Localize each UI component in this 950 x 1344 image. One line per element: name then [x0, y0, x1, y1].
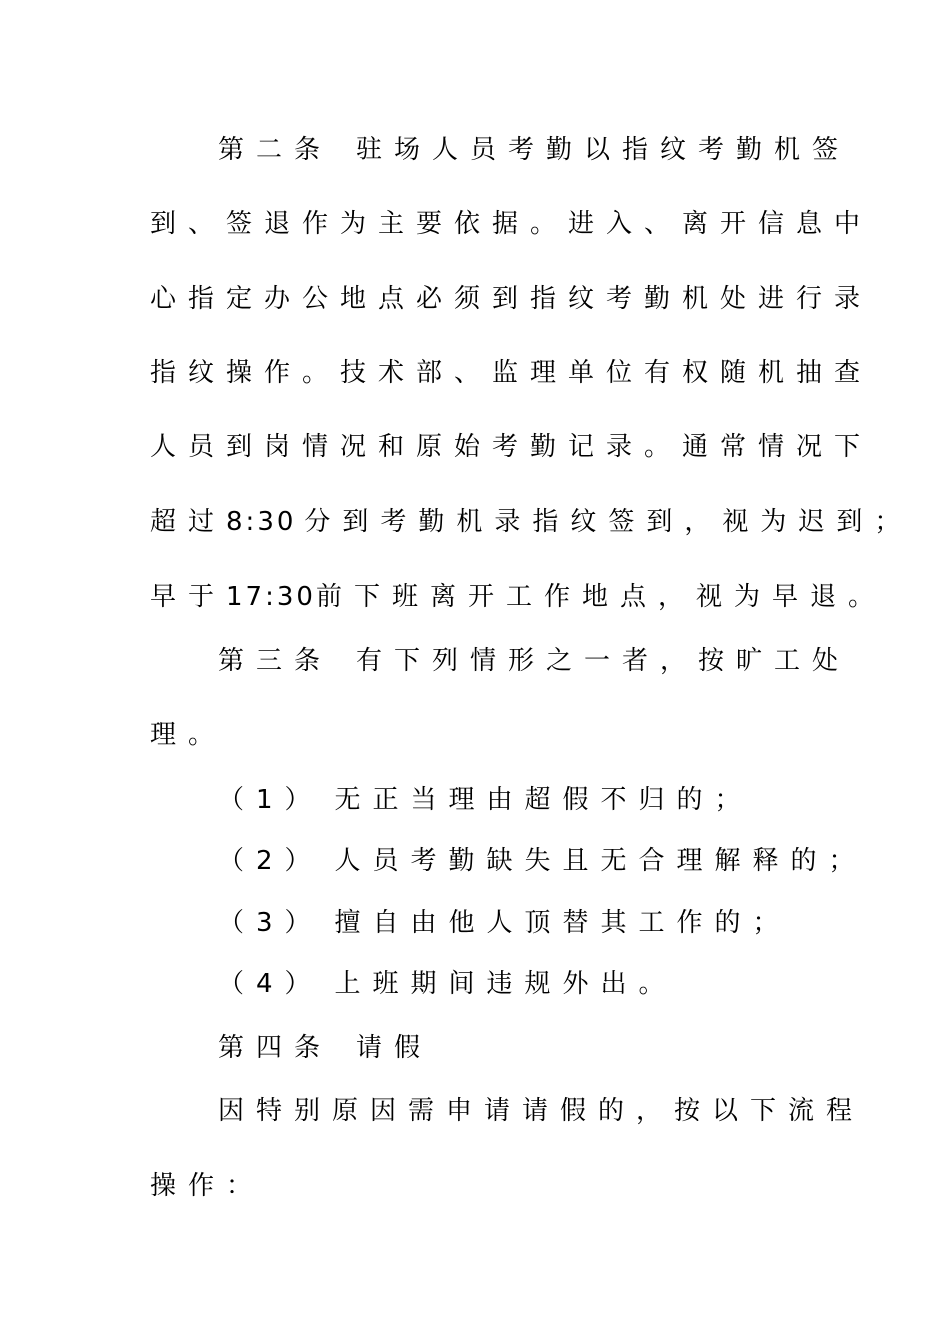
list-item-4	[218, 966, 878, 1002]
list-item-3	[218, 905, 878, 941]
late-time: 8:30	[226, 507, 297, 537]
article-3-text-1: 有下列情形之一者，按旷工处	[356, 646, 851, 676]
article-3-label: 第三条	[218, 646, 333, 676]
article-2-line-4	[150, 355, 873, 391]
early-leave-time: 17:30	[226, 582, 316, 612]
article-4-text-2: 操作：	[150, 1171, 265, 1201]
list-item-1	[218, 782, 878, 818]
article-2-text-2: 到、签退作为主要依据。进入、离开信息中	[150, 209, 873, 239]
article-4-title: 请假	[356, 1033, 433, 1063]
list-item-2	[218, 843, 878, 879]
article-2-text-4: 指纹操作。技术部、监理单位有权随机抽查	[150, 358, 873, 388]
list-item-2-text: 人员考勤缺失且无合理解释的；	[334, 846, 867, 876]
list-item-1-number: （1）	[218, 785, 323, 815]
article-2-line-5	[150, 429, 873, 465]
article-3-heading-line	[218, 643, 878, 679]
list-item-2-number: （2）	[218, 846, 323, 876]
article-2-line-7	[150, 579, 886, 615]
article-2-text-1: 驻场人员考勤以指纹考勤机签	[356, 135, 851, 165]
list-item-1-text: 无正当理由超假不归的；	[334, 785, 753, 815]
article-2-text-6b: 分到考勤机录指纹签到，视为迟到；	[304, 507, 913, 537]
article-2-text-3: 心指定办公地点必须到指纹考勤机处进行录	[150, 284, 873, 314]
article-4-label: 第四条	[218, 1033, 333, 1063]
article-4-heading-line	[218, 1030, 878, 1066]
article-3-line-2	[150, 717, 810, 753]
list-item-3-text: 擅自由他人顶替其工作的；	[334, 908, 791, 938]
article-2-line-3	[150, 281, 873, 317]
list-item-3-number: （3）	[218, 908, 323, 938]
article-2-line-2	[150, 206, 873, 242]
article-2-heading-line	[218, 132, 878, 168]
article-2-text-6a: 超过	[150, 507, 227, 537]
list-item-4-number: （4）	[218, 969, 323, 999]
list-item-4-text: 上班期间违规外出。	[334, 969, 677, 999]
article-2-text-5: 人员到岗情况和原始考勤记录。通常情况下	[150, 432, 873, 462]
article-4-line-2	[150, 1168, 810, 1204]
article-3-text-2: 理。	[150, 720, 227, 750]
article-2-text-7b: 前下班离开工作地点，视为早退。	[315, 582, 886, 612]
article-4-line-1	[218, 1093, 878, 1129]
article-2-text-7a: 早于	[150, 582, 227, 612]
article-2-label: 第二条	[218, 135, 333, 165]
article-4-text-1: 因特别原因需申请请假的，按以下流程	[218, 1096, 865, 1126]
article-2-line-6	[150, 504, 913, 540]
